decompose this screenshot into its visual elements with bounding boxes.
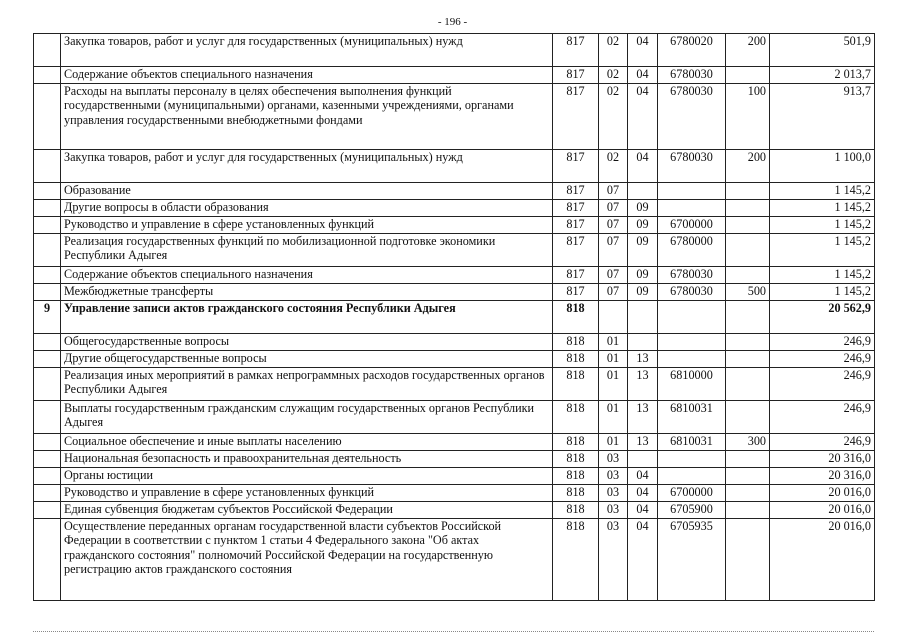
amount-cell: 1 145,2 xyxy=(770,267,875,284)
amount-cell: 1 100,0 xyxy=(770,150,875,183)
amount-cell: 246,9 xyxy=(770,434,875,451)
expense-type-code-cell xyxy=(726,368,770,401)
amount-cell: 20 016,0 xyxy=(770,519,875,601)
subsection-code-cell: 13 xyxy=(628,401,658,434)
amount-cell: 1 145,2 xyxy=(770,284,875,301)
table-row xyxy=(34,84,875,150)
row-number-cell xyxy=(34,183,61,200)
target-article-code-cell: 6780030 xyxy=(658,84,726,150)
row-number-cell xyxy=(34,150,61,183)
target-article-code-cell: 6780030 xyxy=(658,267,726,284)
admin-code-cell: 817 xyxy=(553,67,599,84)
section-code-cell: 03 xyxy=(599,468,628,485)
target-article-code-cell: 6780030 xyxy=(658,150,726,183)
expense-type-code-cell: 300 xyxy=(726,434,770,451)
table-body xyxy=(34,34,875,601)
admin-code-cell: 817 xyxy=(553,183,599,200)
subsection-code-cell xyxy=(628,451,658,468)
subsection-code-cell: 04 xyxy=(628,468,658,485)
row-number-cell xyxy=(34,217,61,234)
table-row xyxy=(34,468,875,485)
section-code-cell: 02 xyxy=(599,34,628,67)
amount-cell: 246,9 xyxy=(770,334,875,351)
subsection-code-cell: 09 xyxy=(628,267,658,284)
expense-type-code-cell xyxy=(726,351,770,368)
section-code-cell: 03 xyxy=(599,485,628,502)
row-number-cell xyxy=(34,401,61,434)
target-article-code-cell: 6705900 xyxy=(658,502,726,519)
admin-code-cell: 817 xyxy=(553,284,599,301)
admin-code-cell: 817 xyxy=(553,200,599,217)
amount-cell: 20 316,0 xyxy=(770,468,875,485)
table-row xyxy=(34,519,875,601)
item-name-cell: Управление записи актов гражданского состояния Республики Адыгея xyxy=(61,301,553,334)
amount-cell: 1 145,2 xyxy=(770,200,875,217)
item-name-cell: Закупка товаров, работ и услуг для государственных (муниципальных) нужд xyxy=(61,150,553,183)
expense-type-code-cell xyxy=(726,334,770,351)
page-bottom-edge xyxy=(33,627,874,632)
admin-code-cell: 817 xyxy=(553,267,599,284)
target-article-code-cell: 6810000 xyxy=(658,368,726,401)
amount-cell: 20 562,9 xyxy=(770,301,875,334)
subsection-code-cell: 04 xyxy=(628,150,658,183)
table-row xyxy=(34,401,875,434)
expense-type-code-cell xyxy=(726,234,770,267)
subsection-code-cell: 04 xyxy=(628,519,658,601)
table-row xyxy=(34,451,875,468)
expense-type-code-cell: 100 xyxy=(726,84,770,150)
row-number-cell xyxy=(34,200,61,217)
item-name-cell: Выплаты государственным гражданским служащим государственных органов Республики Адыгея xyxy=(61,401,553,434)
amount-cell: 501,9 xyxy=(770,34,875,67)
item-name-cell: Общегосударственные вопросы xyxy=(61,334,553,351)
item-name-cell: Реализация иных мероприятий в рамках непрограммных расходов государственных органов Республики Адыгея xyxy=(61,368,553,401)
section-code-cell: 01 xyxy=(599,351,628,368)
amount-cell: 1 145,2 xyxy=(770,183,875,200)
admin-code-cell: 818 xyxy=(553,519,599,601)
section-code-cell: 03 xyxy=(599,502,628,519)
row-number-cell xyxy=(34,451,61,468)
table-row xyxy=(34,485,875,502)
admin-code-cell: 818 xyxy=(553,351,599,368)
amount-cell: 20 316,0 xyxy=(770,451,875,468)
row-number-cell xyxy=(34,234,61,267)
amount-cell: 2 013,7 xyxy=(770,67,875,84)
row-number-cell xyxy=(34,519,61,601)
row-number-cell xyxy=(34,502,61,519)
target-article-code-cell: 6780020 xyxy=(658,34,726,67)
item-name-cell: Межбюджетные трансферты xyxy=(61,284,553,301)
page-number: - 196 - xyxy=(437,16,468,28)
row-number-cell xyxy=(34,284,61,301)
admin-code-cell: 818 xyxy=(553,401,599,434)
expense-type-code-cell xyxy=(726,267,770,284)
target-article-code-cell: 6700000 xyxy=(658,485,726,502)
expense-type-code-cell xyxy=(726,502,770,519)
admin-code-cell: 818 xyxy=(553,334,599,351)
target-article-code-cell xyxy=(658,200,726,217)
admin-code-cell: 818 xyxy=(553,485,599,502)
subsection-code-cell: 04 xyxy=(628,485,658,502)
section-code-cell: 02 xyxy=(599,67,628,84)
section-code-cell: 01 xyxy=(599,368,628,401)
expense-type-code-cell xyxy=(726,485,770,502)
subsection-code-cell: 04 xyxy=(628,502,658,519)
admin-code-cell: 818 xyxy=(553,368,599,401)
section-code-cell: 02 xyxy=(599,84,628,150)
budget-table xyxy=(33,33,875,601)
amount-cell: 246,9 xyxy=(770,401,875,434)
table-row xyxy=(34,502,875,519)
table-row xyxy=(34,351,875,368)
admin-code-cell: 817 xyxy=(553,217,599,234)
target-article-code-cell xyxy=(658,334,726,351)
item-name-cell: Другие вопросы в области образования xyxy=(61,200,553,217)
item-name-cell: Национальная безопасность и правоохранительная деятельность xyxy=(61,451,553,468)
section-code-cell: 07 xyxy=(599,217,628,234)
section-code-cell: 07 xyxy=(599,284,628,301)
row-number-cell xyxy=(34,34,61,67)
admin-code-cell: 818 xyxy=(553,468,599,485)
amount-cell: 913,7 xyxy=(770,84,875,150)
table-row xyxy=(34,301,875,334)
section-code-cell xyxy=(599,301,628,334)
subsection-code-cell: 09 xyxy=(628,234,658,267)
item-name-cell: Органы юстиции xyxy=(61,468,553,485)
target-article-code-cell xyxy=(658,301,726,334)
subsection-code-cell: 04 xyxy=(628,84,658,150)
table-row xyxy=(34,267,875,284)
target-article-code-cell xyxy=(658,183,726,200)
item-name-cell: Реализация государственных функций по мобилизационной подготовке экономики Республики Адыгея xyxy=(61,234,553,267)
expense-type-code-cell: 200 xyxy=(726,150,770,183)
item-name-cell: Содержание объектов специального назначения xyxy=(61,67,553,84)
table-row xyxy=(34,234,875,267)
admin-code-cell: 817 xyxy=(553,150,599,183)
item-name-cell: Единая субвенция бюджетам субъектов Российской Федерации xyxy=(61,502,553,519)
table-row xyxy=(34,200,875,217)
admin-code-cell: 818 xyxy=(553,301,599,334)
row-number-cell xyxy=(34,434,61,451)
admin-code-cell: 817 xyxy=(553,34,599,67)
target-article-code-cell: 6780000 xyxy=(658,234,726,267)
subsection-code-cell xyxy=(628,334,658,351)
amount-cell: 246,9 xyxy=(770,351,875,368)
section-code-cell: 03 xyxy=(599,519,628,601)
admin-code-cell: 818 xyxy=(553,502,599,519)
row-number-cell xyxy=(34,67,61,84)
section-code-cell: 07 xyxy=(599,200,628,217)
row-number-cell xyxy=(34,468,61,485)
section-code-cell: 03 xyxy=(599,451,628,468)
item-name-cell: Руководство и управление в сфере установленных функций xyxy=(61,485,553,502)
target-article-code-cell: 6780030 xyxy=(658,67,726,84)
section-code-cell: 07 xyxy=(599,267,628,284)
target-article-code-cell xyxy=(658,468,726,485)
subsection-code-cell: 13 xyxy=(628,434,658,451)
target-article-code-cell: 6780030 xyxy=(658,284,726,301)
subsection-code-cell: 09 xyxy=(628,200,658,217)
target-article-code-cell: 6700000 xyxy=(658,217,726,234)
table-row xyxy=(34,368,875,401)
amount-cell: 246,9 xyxy=(770,368,875,401)
section-code-cell: 01 xyxy=(599,334,628,351)
expense-type-code-cell xyxy=(726,183,770,200)
section-code-cell: 07 xyxy=(599,234,628,267)
amount-cell: 1 145,2 xyxy=(770,217,875,234)
table-row xyxy=(34,34,875,67)
item-name-cell: Образование xyxy=(61,183,553,200)
admin-code-cell: 817 xyxy=(553,234,599,267)
subsection-code-cell: 04 xyxy=(628,67,658,84)
section-code-cell: 02 xyxy=(599,150,628,183)
amount-cell: 1 145,2 xyxy=(770,234,875,267)
expense-type-code-cell xyxy=(726,67,770,84)
admin-code-cell: 818 xyxy=(553,451,599,468)
subsection-code-cell xyxy=(628,183,658,200)
expense-type-code-cell xyxy=(726,451,770,468)
table-row xyxy=(34,183,875,200)
table-row xyxy=(34,434,875,451)
subsection-code-cell: 13 xyxy=(628,351,658,368)
row-number-cell xyxy=(34,84,61,150)
target-article-code-cell: 6705935 xyxy=(658,519,726,601)
item-name-cell: Руководство и управление в сфере установленных функций xyxy=(61,217,553,234)
row-number-cell xyxy=(34,368,61,401)
subsection-code-cell: 04 xyxy=(628,34,658,67)
expense-type-code-cell: 200 xyxy=(726,34,770,67)
table-row xyxy=(34,284,875,301)
item-name-cell: Осуществление переданных органам государственной власти субъектов Российской Федерации в соответствии с пунктом 1 статьи 4 Федерального закона "Об актах гражданского состояния" полномочий Российской Федерации на государственную регистрацию актов гражданского состояния xyxy=(61,519,553,601)
row-number-cell xyxy=(34,485,61,502)
target-article-code-cell: 6810031 xyxy=(658,401,726,434)
row-number-cell xyxy=(34,351,61,368)
target-article-code-cell xyxy=(658,351,726,368)
admin-code-cell: 818 xyxy=(553,434,599,451)
table-row xyxy=(34,67,875,84)
item-name-cell: Закупка товаров, работ и услуг для государственных (муниципальных) нужд xyxy=(61,34,553,67)
subsection-code-cell: 09 xyxy=(628,284,658,301)
target-article-code-cell xyxy=(658,451,726,468)
target-article-code-cell: 6810031 xyxy=(658,434,726,451)
section-code-cell: 07 xyxy=(599,183,628,200)
expense-type-code-cell xyxy=(726,301,770,334)
row-number-cell xyxy=(34,267,61,284)
expense-type-code-cell xyxy=(726,468,770,485)
table-row xyxy=(34,217,875,234)
amount-cell: 20 016,0 xyxy=(770,485,875,502)
section-code-cell: 01 xyxy=(599,434,628,451)
expense-type-code-cell xyxy=(726,401,770,434)
item-name-cell: Социальное обеспечение и иные выплаты населению xyxy=(61,434,553,451)
expense-type-code-cell: 500 xyxy=(726,284,770,301)
row-number-cell: 9 xyxy=(34,301,61,334)
subsection-code-cell: 13 xyxy=(628,368,658,401)
section-code-cell: 01 xyxy=(599,401,628,434)
table-row xyxy=(34,150,875,183)
expense-type-code-cell xyxy=(726,200,770,217)
subsection-code-cell xyxy=(628,301,658,334)
amount-cell: 20 016,0 xyxy=(770,502,875,519)
row-number-cell xyxy=(34,334,61,351)
subsection-code-cell: 09 xyxy=(628,217,658,234)
item-name-cell: Содержание объектов специального назначения xyxy=(61,267,553,284)
admin-code-cell: 817 xyxy=(553,84,599,150)
expense-type-code-cell xyxy=(726,217,770,234)
expense-type-code-cell xyxy=(726,519,770,601)
table-row xyxy=(34,334,875,351)
item-name-cell: Другие общегосударственные вопросы xyxy=(61,351,553,368)
item-name-cell: Расходы на выплаты персоналу в целях обеспечения выполнения функций государственными (муниципальными) органами, казенными учреждениями, органами управления государственными внебюджетными фондами xyxy=(61,84,553,150)
